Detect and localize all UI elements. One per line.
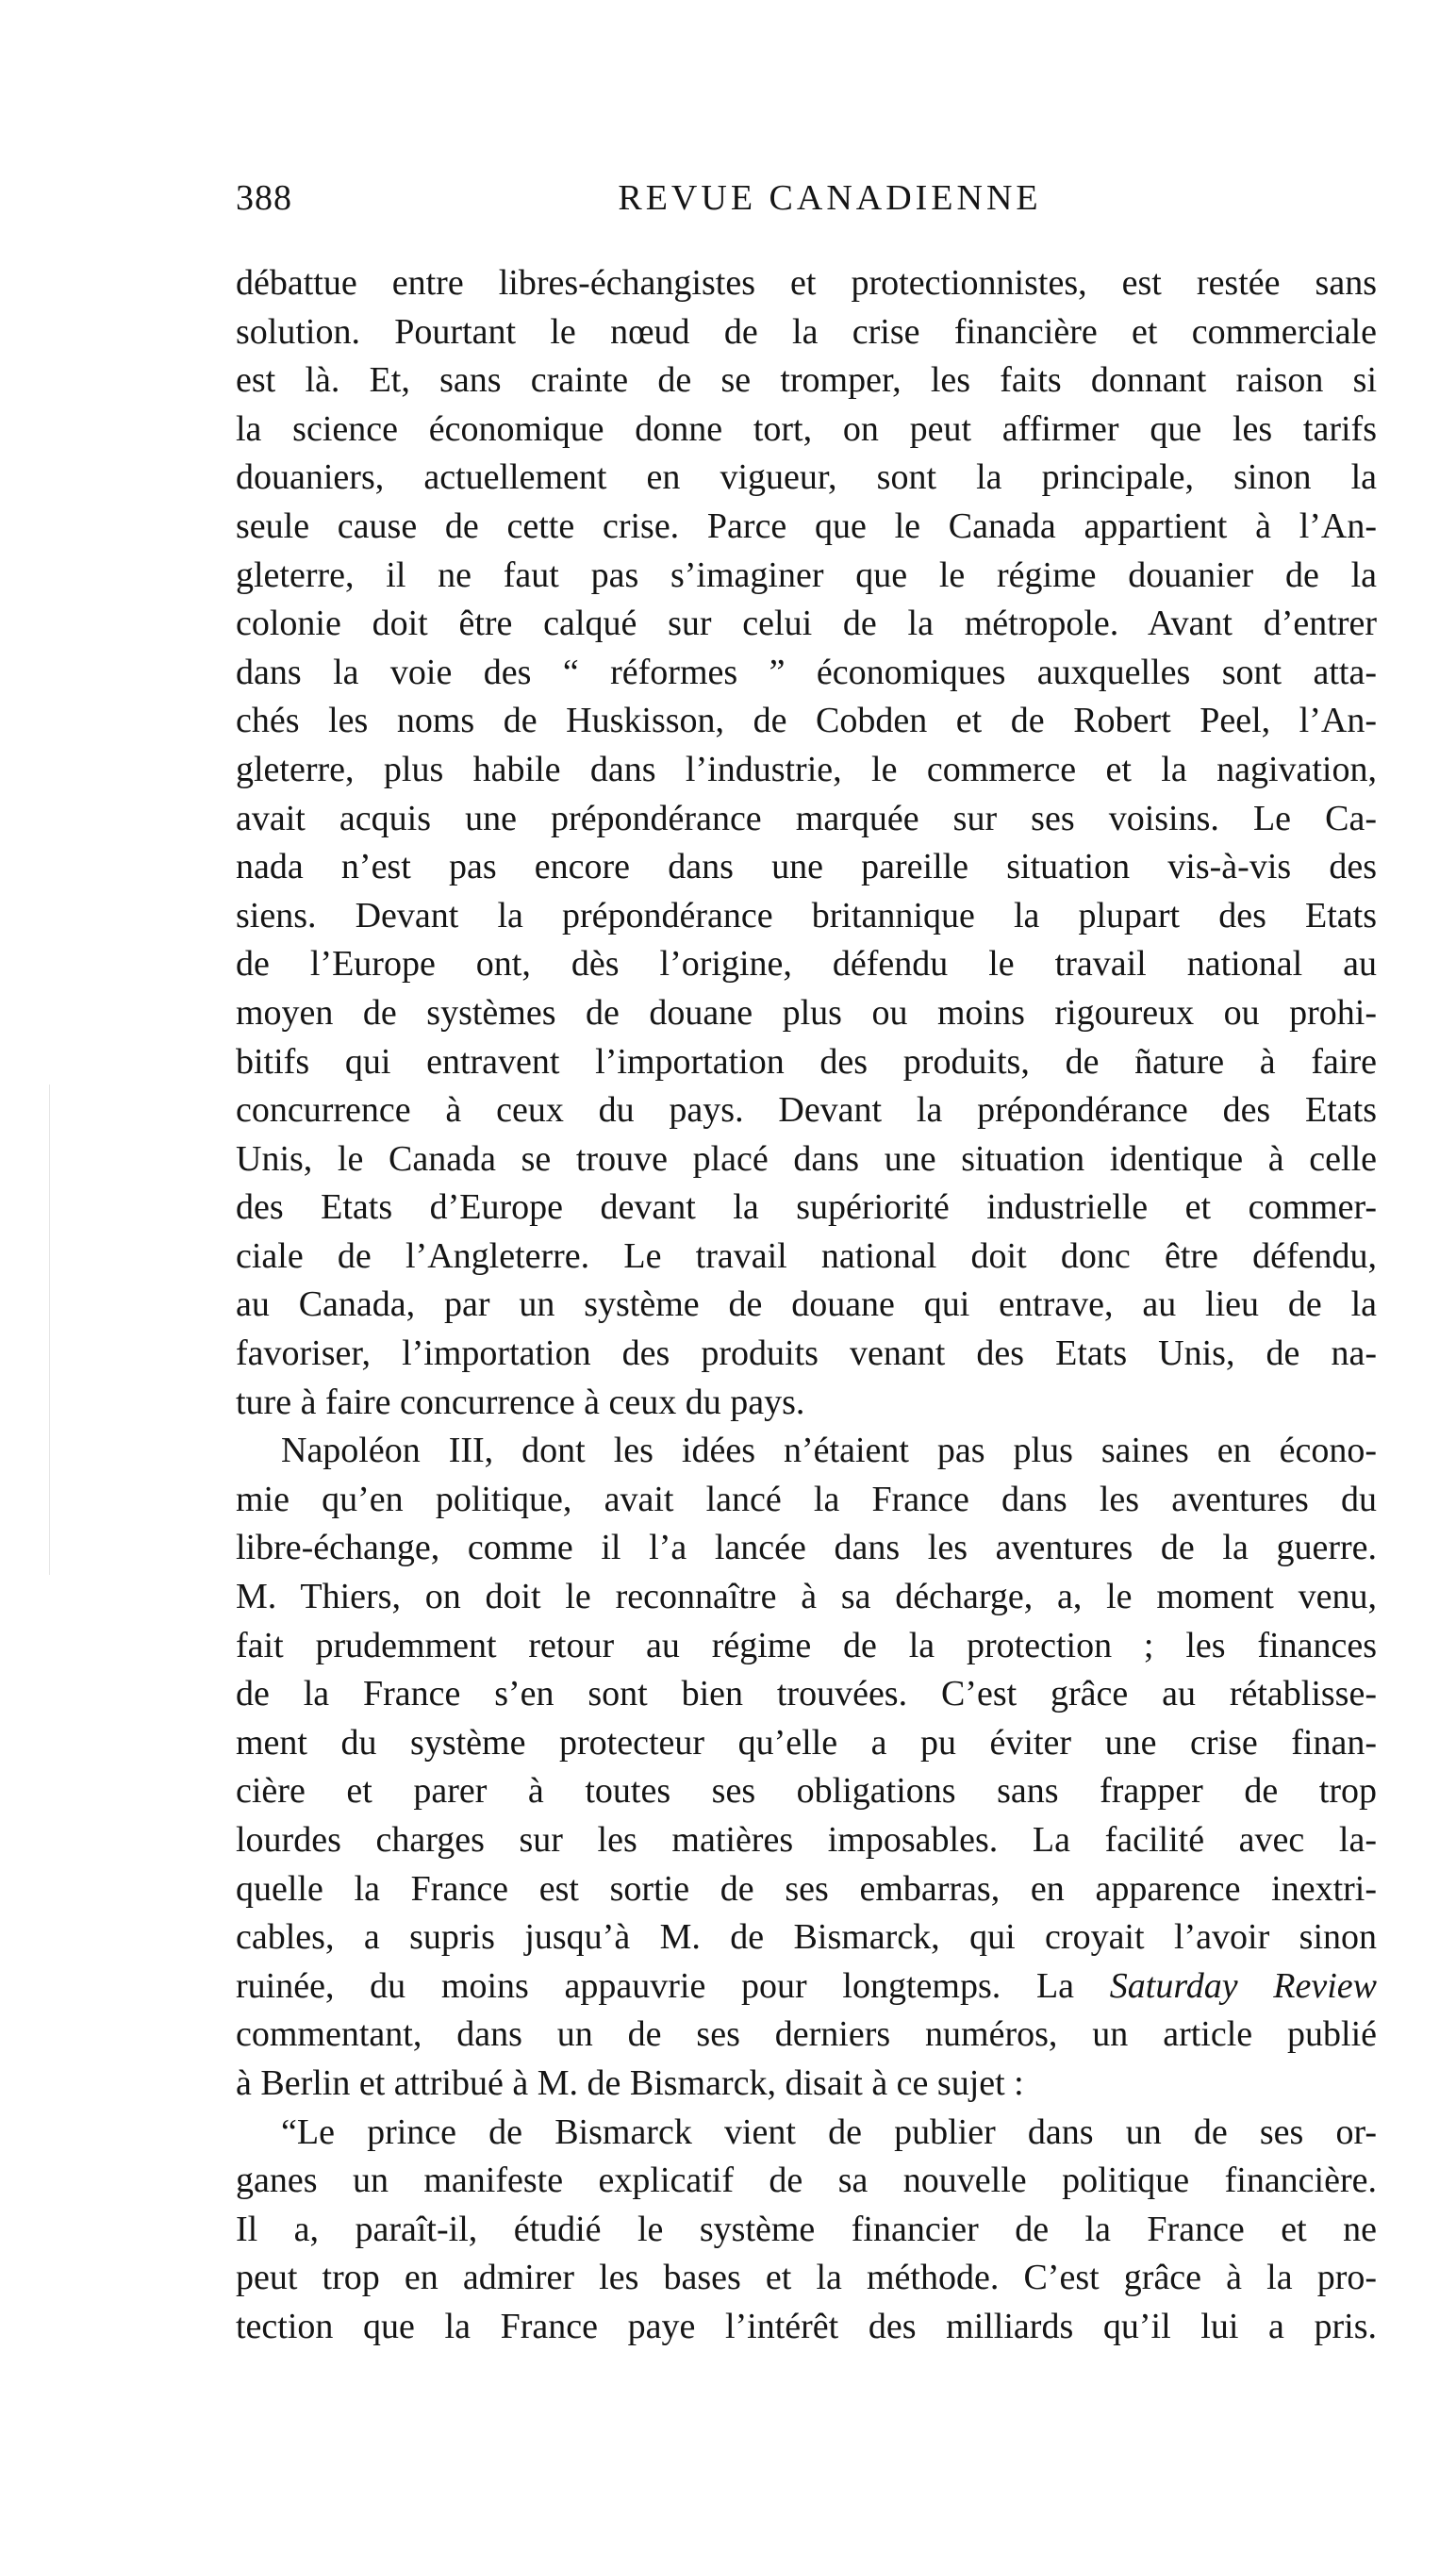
text-line: gleterre, plus habile dans l’industrie, le commerce et la nagivation, xyxy=(236,749,1377,789)
text-line: tection que la France paye l’intérêt des milliards qu’il lui a pris. xyxy=(236,2306,1377,2346)
text-line: solution. Pourtant le nœud de la crise financière et commerciale xyxy=(236,311,1377,352)
text-line: de la France s’en sont bien trouvées. C’est grâce au rétablisse- xyxy=(236,1674,1377,1714)
text-line: bitifs qui entravent l’importation des produits, de ñature à faire xyxy=(236,1041,1377,1082)
text-line: ruinée, du moins appauvrie pour longtemps. La Saturday Review xyxy=(236,1965,1378,2006)
text-line: moyen de systèmes de douane plus ou moins rigoureux ou prohi- xyxy=(236,992,1377,1033)
text-line: la science économique donne tort, on peut affirmer que les tarifs xyxy=(236,408,1377,449)
text-line: dans la voie des “ réformes ” économiques auxquelles sont atta- xyxy=(236,652,1377,692)
text-line: gleterre, il ne faut pas s’imaginer que le régime douanier de la xyxy=(236,555,1377,595)
text-line: colonie doit être calqué sur celui de la métropole. Avant d’entrer xyxy=(236,604,1377,644)
margin-shadow xyxy=(49,1085,50,1575)
text-line: Unis, le Canada se trouve placé dans une situation identique à celle xyxy=(236,1138,1377,1179)
text-line: quelle la France est sortie de ses embarras, en apparence inextri- xyxy=(236,1868,1377,1909)
running-title: REVUE CANADIENNE xyxy=(618,178,1042,218)
text-line: favoriser, l’importation des produits venant des Etats Unis, de na- xyxy=(236,1333,1377,1374)
text-line: ganes un manifeste explicatif de sa nouvelle politique financière. xyxy=(236,2161,1377,2201)
text-line: au Canada, par un système de douane qui entrave, au lieu de la xyxy=(236,1284,1377,1325)
text-line: cables, a supris jusqu’à M. de Bismarck, qui croyait l’avoir sinon xyxy=(236,1917,1377,1958)
text-line: à Berlin et attribué à M. de Bismarck, disait à ce sujet : xyxy=(236,2062,1024,2103)
page-number: 388 xyxy=(236,178,292,218)
text-line: est là. Et, sans crainte de se tromper, les faits donnant raison si xyxy=(236,360,1377,401)
text-line: ture à faire concurrence à ceux du pays. xyxy=(236,1382,805,1422)
text-line: Il a, paraît-il, étudié le système financier de la France et ne xyxy=(236,2209,1377,2249)
text-line: des Etats d’Europe devant la supériorité industrielle et commer- xyxy=(236,1187,1377,1228)
text-line: siens. Devant la prépondérance britannique la plupart des Etats xyxy=(236,895,1377,936)
text-line: seule cause de cette crise. Parce que le Canada appartient à l’An- xyxy=(236,505,1377,546)
journal-title: Saturday Review xyxy=(1109,1965,1378,2006)
text-line: concurrence à ceux du pays. Devant la prépondérance des Etats xyxy=(236,1090,1377,1131)
page-header xyxy=(236,177,1377,230)
text-line: M. Thiers, on doit le reconnaître à sa décharge, a, le moment venu, xyxy=(236,1577,1377,1617)
text-line: douaniers, actuellement en vigueur, sont la principale, sinon la xyxy=(236,457,1377,498)
text-line: de l’Europe ont, dès l’origine, défendu le travail national au xyxy=(236,944,1377,985)
text-line: lourdes charges sur les matières imposables. La facilité avec la- xyxy=(236,1820,1377,1860)
text-line: “Le prince de Bismarck vient de publier dans un de ses or- xyxy=(281,2111,1377,2152)
text-line: peut trop en admirer les bases et la méthode. C’est grâce à la pro- xyxy=(236,2258,1377,2298)
text-line: débattue entre libres-échangistes et protectionnistes, est restée sans xyxy=(236,263,1377,303)
text-line: commentant, dans un de ses derniers numéros, un article publié xyxy=(236,2014,1377,2055)
text-line: Napoléon III, dont les idées n’étaient pas plus saines en écono- xyxy=(281,1431,1377,1471)
body-text xyxy=(236,259,1377,2352)
text-line: fait prudemment retour au régime de la protection ; les finances xyxy=(236,1625,1377,1665)
text-line: mie qu’en politique, avait lancé la France dans les aventures du xyxy=(236,1479,1377,1519)
text-line: libre-échange, comme il l’a lancée dans les aventures de la guerre. xyxy=(236,1528,1377,1568)
text-line: chés les noms de Huskisson, de Cobden et de Robert Peel, l’An- xyxy=(236,701,1377,741)
text-line: ciale de l’Angleterre. Le travail national doit donc être défendu, xyxy=(236,1235,1377,1276)
text-line: ment du système protecteur qu’elle a pu éviter une crise finan- xyxy=(236,1722,1377,1763)
text-line: nada n’est pas encore dans une pareille situation vis-à-vis des xyxy=(236,847,1377,887)
text-line: cière et parer à toutes ses obligations sans frapper de trop xyxy=(236,1771,1377,1812)
text-line: avait acquis une prépondérance marquée sur ses voisins. Le Ca- xyxy=(236,798,1377,838)
